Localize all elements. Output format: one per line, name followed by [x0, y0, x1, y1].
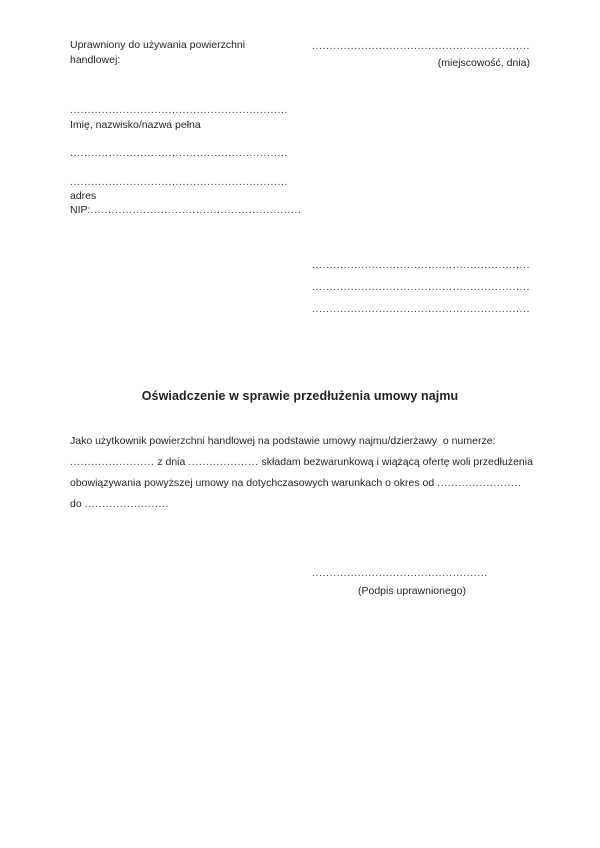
body-line-4 [70, 494, 534, 515]
signature-fill-line[interactable] [312, 567, 488, 579]
period-to-fill[interactable]: ........................ [84, 498, 170, 510]
tenant-label-line2: handlowej: [70, 54, 121, 66]
nip-fill-line[interactable]: ............................................................ [90, 204, 302, 216]
contract-date-fill[interactable]: .................... [188, 456, 259, 468]
body-line-3-head: obowiązywania powyższej umowy na dotychczasowych warunkach o okres od [70, 477, 438, 489]
tenant-label-line1: Uprawniony do używania powierzchni [70, 39, 246, 51]
nip-label: NIP: [70, 204, 91, 216]
declaration-body [70, 431, 534, 515]
recipient-fill-line-2[interactable] [312, 281, 530, 293]
place-date-fill-line[interactable] [312, 40, 530, 52]
address-label: adres [70, 190, 97, 202]
body-line-4-head: do [70, 498, 85, 510]
place-date-caption: (miejscowość, dnia) [437, 57, 530, 69]
full-name-fill-line[interactable] [70, 104, 288, 116]
full-name-label: Imię, nazwisko/nazwa pełna [70, 119, 201, 131]
page-title: Oświadczenie w sprawie przedłużenia umowy najmu [141, 389, 459, 403]
contract-number-fill[interactable]: ........................ [70, 456, 155, 468]
body-line-1: Jako użytkownik powierzchni handlowej na podstawie umowy najmu/dzierżawy o numerze: [70, 435, 496, 447]
recipient-fill-line-1[interactable] [312, 259, 530, 271]
recipient-fill-line-3[interactable] [312, 303, 530, 315]
address-fill-line-2[interactable] [70, 176, 288, 188]
tenant-label [70, 38, 300, 68]
body-line-2-mid: z dnia [154, 456, 189, 468]
signature-block [312, 567, 530, 599]
nip-row [70, 203, 302, 217]
body-line-3 [70, 473, 534, 494]
place-date-block [312, 40, 530, 71]
address-fill-line-1[interactable] [70, 147, 288, 159]
body-line-2-tail: składam bezwarunkową i wiążącą ofertę woli przedłużenia [258, 456, 533, 468]
period-from-fill[interactable]: ........................ [437, 477, 522, 489]
signature-caption: (Podpis uprawnionego) [358, 585, 466, 597]
body-line-2 [70, 452, 534, 473]
